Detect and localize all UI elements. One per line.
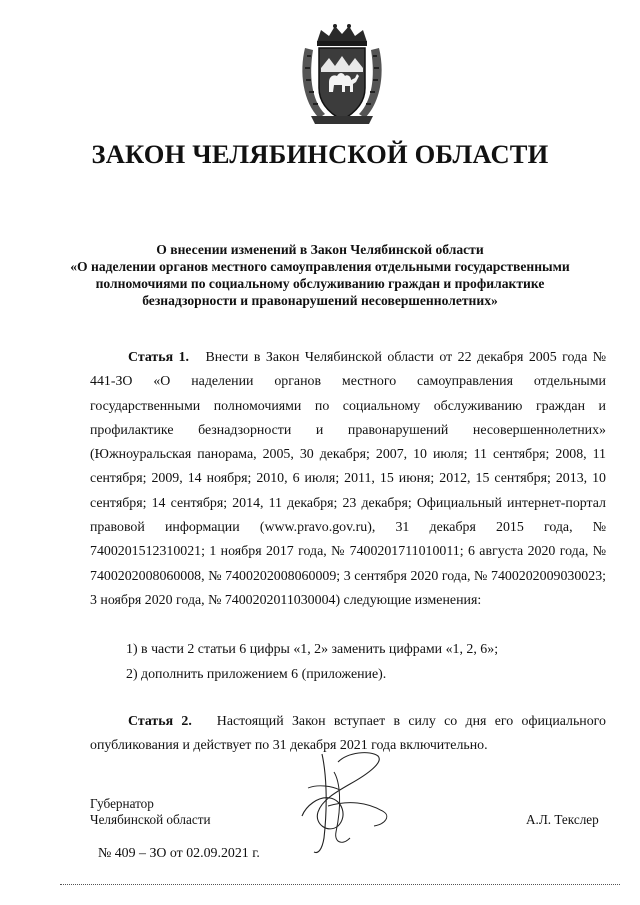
subject-line: «О наделении органов местного самоуправления отдельными государственными [70,259,570,274]
article-1-text: Внести в Закон Челябинской области от 22 декабря 2005 года № 441-ЗО «О наделении органов местного самоуправления отдельными государственными полномочиями по социальному обслуживанию граждан и профилактике безнадзорности и правонарушений несовершеннолетних» (Южноуральская панорама, 2005, 30 декабря; 2007, 10 июля; 11 сентября; 2008, 11 сентября; 2009, 14 ноября; 2010, 6 июля; 2011, 15 июня; 2012, 15 сентября; 2013, 10 сентября; 14 сентября; 2014, 11 декабря; 23 декабря; Официальный интернет-портал правовой информации (www.pravo.gov.ru), 31 декабря 2015 года, № 7400201512310021; 1 ноября 2017 года, № 7400201711010011; 6 августа 2020 года, № 7400202008060008, № 7400202008060009; 3 сентября 2020 года, № 7400202009030023; 3 ноября 2020 года, № 7400202011030004) следующие изменения: [90,350,606,608]
article-2-text: Настоящий Закон вступает в силу со дня его официального опубликования и действует по 31 декабря 2021 года включительно. [90,714,606,754]
article-1-item: 2) дополнить приложением 6 (приложение). [126,667,387,682]
governor-name: А.Л. Текслер [526,812,599,827]
subject-line: полномочиями по социальному обслуживанию граждан и профилактике [95,276,545,291]
article-1-label: Статья 1. [128,350,190,365]
subject-line: безнадзорности и правонарушений несовершеннолетних» [142,293,498,308]
article-1-item: 1) в части 2 статьи 6 цифры «1, 2» заменить цифрами «1, 2, 6»; [126,642,499,657]
governor-position [90,796,211,828]
law-number: № 409 – ЗО от 02.09.2021 г. [98,846,260,861]
page-bottom-divider [60,884,620,885]
subject-line: О внесении изменений в Закон Челябинской области [156,242,484,257]
governor-position-line: Губернатор [90,796,154,811]
coat-of-arms-icon [299,22,385,128]
governor-signature [278,742,418,862]
governor-position-line: Челябинской области [90,812,211,827]
article-1 [90,346,606,613]
law-subject [40,241,600,309]
law-title: ЗАКОН ЧЕЛЯБИНСКОЙ ОБЛАСТИ [91,139,549,169]
article-2-label: Статья 2. [128,714,192,729]
